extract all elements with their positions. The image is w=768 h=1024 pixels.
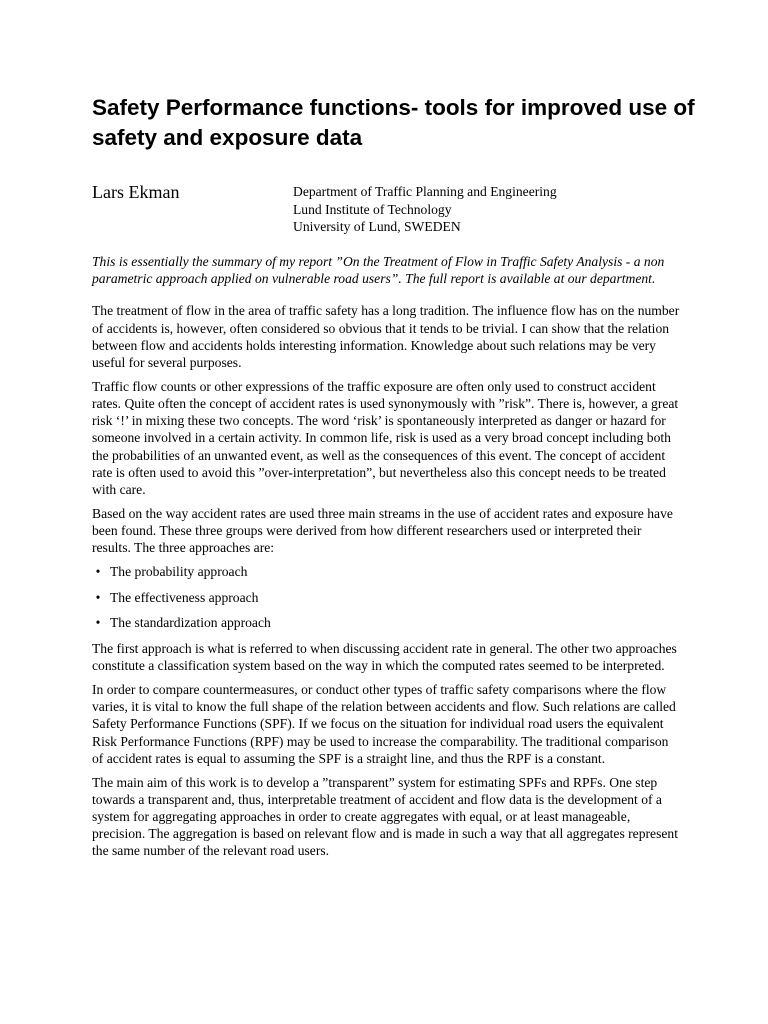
bullet-icon: • [95, 589, 101, 605]
paragraph: In order to compare countermeasures, or conduct other types of traffic safety comparisons where the flow varies, it is vital to know the full shape of the relation between accidents and flow. Such relations are called Safety Performance Functions (SPF). If we focus on the situation for individual road users the equivalent Risk Performance Functions (RPF) may be used to increase the comparability. The traditional comparison of accident rates is equal to assuming the SPF is a straight line, and thus the RPF is a constant. [92, 682, 676, 766]
body-text [92, 253, 680, 866]
bullet-icon: • [95, 615, 101, 631]
list-item [92, 589, 680, 606]
list-item-text: The probability approach [110, 563, 248, 579]
summary-note: This is essentially the summary of my report ”On the Treatment of Flow in Traffic Safety Analysis - a non parametric approach applied on vulnerable road users”. The full report is available at our department. [92, 254, 665, 287]
list-item [92, 614, 680, 631]
list-item [92, 563, 680, 580]
paragraph: Traffic flow counts or other expressions of the traffic exposure are often only used to construct accident rates. Quite often the concept of accident rates is used synonymously with ”risk”. There is, however, a great risk ‘!’ in mixing these two concepts. The word ‘risk’ is spontaneously interpreted as danger or hazard for someone involved in a certain activity. In common life, risk is used as a very broad concept including both the probabilities of an unwanted event, as well as the consequences of this event. The concept of accident rate is often used to avoid this ”over-interpretation”, but nevertheless also this concept needs to be treated with care. [92, 378, 679, 497]
list-item-text: The standardization approach [110, 615, 271, 631]
paragraph: The main aim of this work is to develop a ”transparent” system for estimating SPFs and RPFs. One step towards a transparent and, thus, interpretable treatment of accident and flow data is the development of a system for aggregating approaches in order to create aggregates with equal, or at least manageable, precision. The aggregation is based on relevant flow and is made in such a way that all aggregates represent the same number of the relevant road users. [92, 774, 678, 859]
author-affiliation [293, 183, 557, 236]
approaches-list [92, 563, 680, 632]
paper-title: Safety Performance functions- tools for improved use of safety and exposure data [92, 95, 695, 150]
list-item-text: The effectiveness approach [110, 589, 259, 605]
bullet-icon: • [95, 563, 101, 579]
paragraph: The first approach is what is referred to when discussing accident rate in general. The other two approaches constitute a classification system based on the way in which the computed rates seemed to be interpreted. [92, 641, 677, 674]
affiliation-institute: Lund Institute of Technology [293, 201, 452, 217]
author-name: Lars Ekman [92, 182, 180, 202]
affiliation-university: University of Lund, SWEDEN [293, 219, 461, 234]
paragraph: The treatment of flow in the area of traffic safety has a long tradition. The influence flow has on the number of accidents is, however, often considered so obvious that it tends to be trivial. I can show that the relation between flow and accidents holds interesting information. Knowledge about such relations may be very useful for several purposes. [92, 303, 680, 371]
paragraph: Based on the way accident rates are used three main streams in the use of accident rates and exposure have been found. These three groups were derived from how different researchers used or interpreted their results. The three approaches are: [92, 505, 673, 556]
affiliation-department: Department of Traffic Planning and Engineering [293, 184, 557, 199]
